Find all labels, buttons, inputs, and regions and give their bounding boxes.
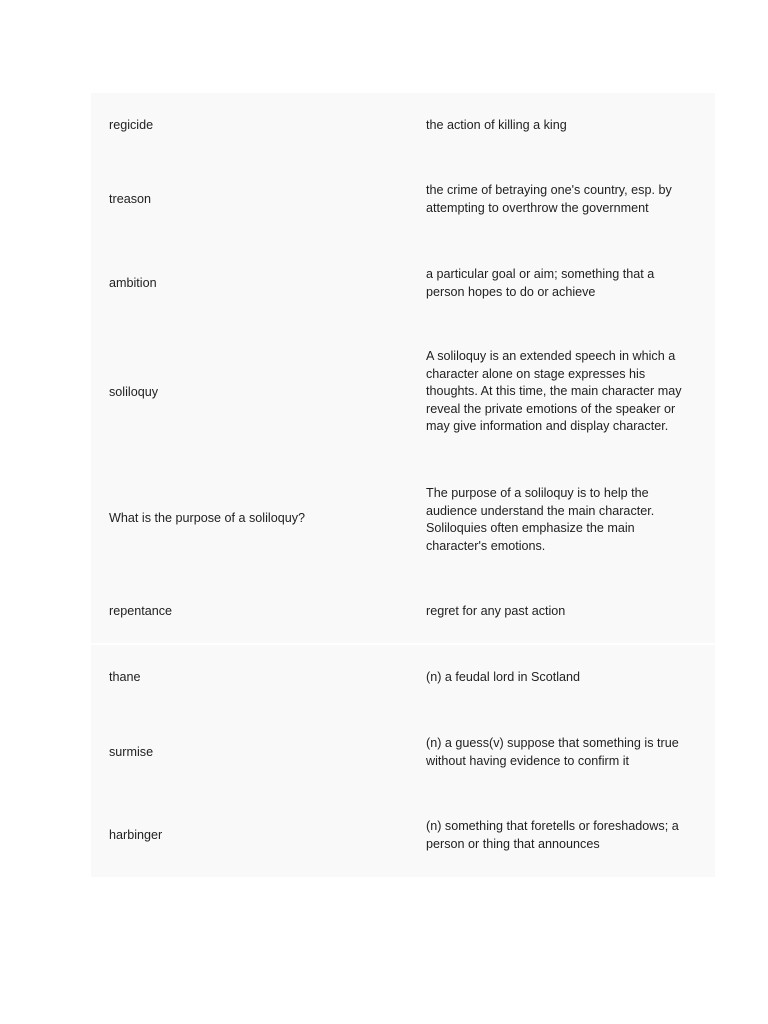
definition-text: the action of killing a king — [426, 118, 567, 132]
term-text: harbinger — [109, 828, 163, 842]
list-item — [91, 93, 715, 159]
term-text: repentance — [109, 604, 173, 618]
term-text: ambition — [109, 276, 157, 290]
list-item — [91, 795, 715, 877]
flashcard-sheet-2 — [91, 645, 715, 877]
list-item — [91, 645, 715, 715]
term-text: regicide — [109, 118, 154, 132]
definition-text: (n) a guess(v) suppose that something is true without having evidence to confirm it — [426, 736, 679, 768]
term-text: soliloquy — [109, 385, 159, 399]
term-text: surmise — [109, 745, 154, 759]
list-item — [91, 715, 715, 795]
definition-text: (n) something that foretells or foreshadows; a person or thing that announces — [426, 819, 679, 851]
list-item — [91, 243, 715, 327]
definition-text: the crime of betraying one's country, esp. by attempting to overthrow the government — [426, 183, 672, 215]
term-text: What is the purpose of a soliloquy? — [109, 511, 306, 525]
list-item — [91, 582, 715, 643]
list-item — [91, 462, 715, 582]
definition-text: The purpose of a soliloquy is to help the audience understand the main character. Soliloquies often emphasize the main character's emotions. — [426, 486, 655, 553]
definition-text: A soliloquy is an extended speech in which a character alone on stage expresses his thoughts. At this time, the main character may reveal the private emotions of the speaker or may give information and display character. — [426, 349, 682, 433]
flashcard-sheet-1 — [91, 93, 715, 643]
definition-text: a particular goal or aim; something that a person hopes to do or achieve — [426, 267, 655, 299]
term-text: treason — [109, 192, 152, 206]
definition-text: regret for any past action — [426, 604, 566, 618]
list-item — [91, 159, 715, 243]
definition-text: (n) a feudal lord in Scotland — [426, 670, 581, 684]
list-item — [91, 327, 715, 462]
term-text: thane — [109, 670, 141, 684]
